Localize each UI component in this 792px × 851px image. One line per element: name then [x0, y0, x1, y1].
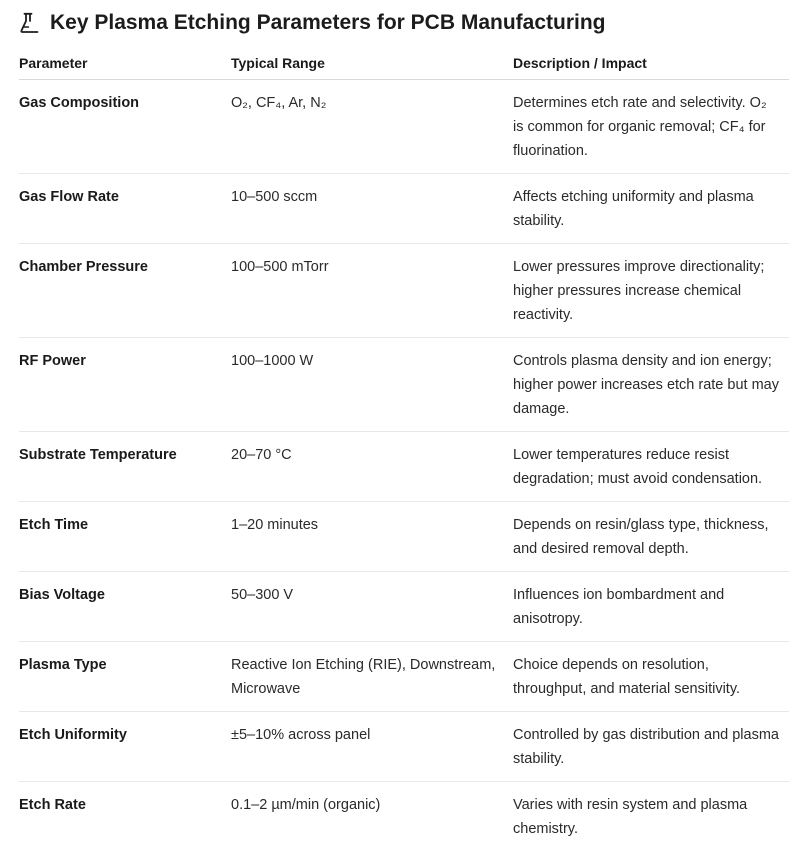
range-cell: 50–300 V	[231, 572, 513, 642]
range-cell: ±5–10% across panel	[231, 712, 513, 782]
table-row	[19, 432, 789, 502]
page-title-text: Key Plasma Etching Parameters for PCB Manufacturing	[50, 11, 606, 35]
range-cell: 10–500 sccm	[231, 174, 513, 244]
description-cell: Affects etching uniformity and plasma stability.	[513, 174, 789, 244]
parameter-cell: Substrate Temperature	[19, 432, 231, 502]
column-header-parameter: Parameter	[19, 48, 231, 80]
description-cell: Lower temperatures reduce resist degradation; must avoid condensation.	[513, 432, 789, 502]
table-row	[19, 174, 789, 244]
description-cell: Choice depends on resolution, throughput, and material sensitivity.	[513, 642, 789, 712]
range-cell: 100–500 mTorr	[231, 244, 513, 338]
description-cell: Influences ion bombardment and anisotropy.	[513, 572, 789, 642]
table-header-row	[19, 48, 789, 80]
parameter-cell: RF Power	[19, 338, 231, 432]
table-row	[19, 782, 789, 851]
parameter-cell: Plasma Type	[19, 642, 231, 712]
parameter-cell: Chamber Pressure	[19, 244, 231, 338]
description-cell: Lower pressures improve directionality; higher pressures increase chemical reactivity.	[513, 244, 789, 338]
parameter-cell: Gas Composition	[19, 80, 231, 174]
table-row	[19, 502, 789, 572]
parameter-cell: Bias Voltage	[19, 572, 231, 642]
parameters-table	[19, 48, 789, 851]
range-cell: O₂, CF₄, Ar, N₂	[231, 80, 513, 174]
range-cell: 100–1000 W	[231, 338, 513, 432]
range-cell: Reactive Ion Etching (RIE), Downstream, Microwave	[231, 642, 513, 712]
table-row	[19, 712, 789, 782]
description-cell: Depends on resin/glass type, thickness, and desired removal depth.	[513, 502, 789, 572]
description-cell: Determines etch rate and selectivity. O₂ is common for organic removal; CF₄ for fluorination.	[513, 80, 789, 174]
column-header-typical-range: Typical Range	[231, 48, 513, 80]
description-cell: Controlled by gas distribution and plasma stability.	[513, 712, 789, 782]
table-row	[19, 642, 789, 712]
range-cell: 0.1–2 µm/min (organic)	[231, 782, 513, 851]
parameter-cell: Etch Uniformity	[19, 712, 231, 782]
parameter-cell: Etch Time	[19, 502, 231, 572]
table-row	[19, 80, 789, 174]
flask-icon	[19, 12, 41, 34]
table-row	[19, 572, 789, 642]
page-title	[19, 8, 606, 38]
description-cell: Controls plasma density and ion energy; higher power increases etch rate but may damage.	[513, 338, 789, 432]
range-cell: 1–20 minutes	[231, 502, 513, 572]
table-row	[19, 338, 789, 432]
parameter-cell: Gas Flow Rate	[19, 174, 231, 244]
description-cell: Varies with resin system and plasma chemistry.	[513, 782, 789, 851]
range-cell: 20–70 °C	[231, 432, 513, 502]
parameter-cell: Etch Rate	[19, 782, 231, 851]
table-row	[19, 244, 789, 338]
column-header-description: Description / Impact	[513, 48, 789, 80]
